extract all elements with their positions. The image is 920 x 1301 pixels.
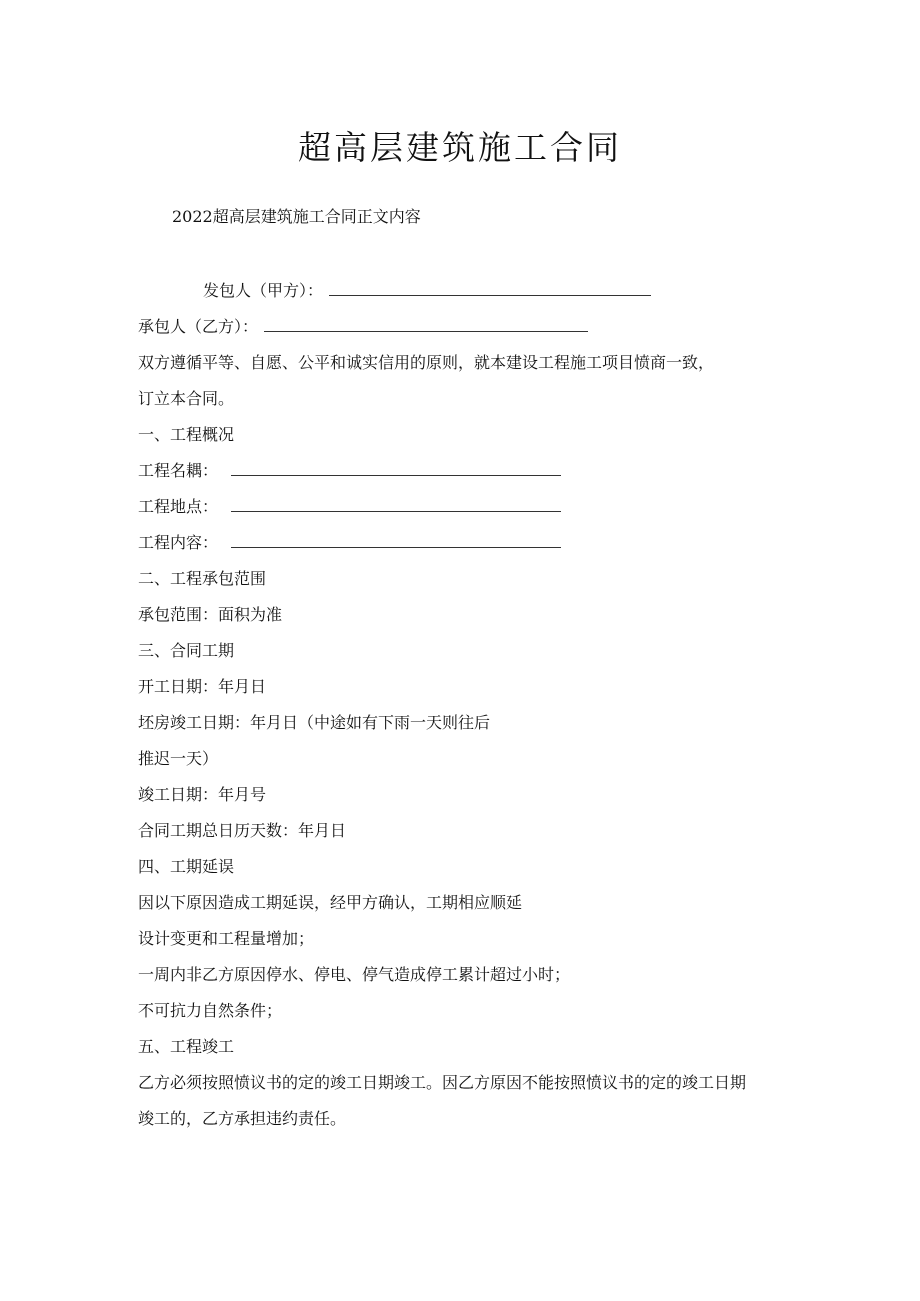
preamble-line-1: 双方遵循平等、自愿、公平和诚实信用的原则，就本建设工程施工项目愤商一致， bbox=[138, 353, 715, 372]
start-date-line: 开工日期：年月日 bbox=[138, 677, 267, 696]
section-3-heading: 三、合同工期 bbox=[138, 641, 235, 660]
project-name-label: 工程名耦： bbox=[138, 461, 219, 480]
project-content-label: 工程内容： bbox=[138, 533, 219, 552]
section-5-heading: 五、工程竣工 bbox=[138, 1037, 235, 1056]
rough-completion-line-2: 推迟一天） bbox=[138, 749, 219, 768]
total-days-line: 合同工期总日历天数：年月日 bbox=[138, 821, 347, 840]
party-a-line bbox=[203, 279, 651, 303]
project-name-blank bbox=[231, 459, 561, 476]
section-1-heading: 一、工程概况 bbox=[138, 425, 235, 444]
project-location-blank bbox=[231, 495, 561, 512]
document-subtitle: 2022超高层建筑施工合同正文内容 bbox=[172, 207, 421, 226]
document-title: 超高层建筑施工合同 bbox=[298, 128, 622, 167]
party-a-label: 发包人（甲方）： bbox=[203, 281, 324, 300]
rough-completion-line-1: 坯房竣工日期：年月日（中途如有下雨一天则往后 bbox=[138, 713, 491, 732]
delay-item-3: 不可抗力自然条件； bbox=[138, 1001, 283, 1020]
project-content-blank bbox=[231, 531, 561, 548]
party-a-blank bbox=[329, 279, 651, 296]
delay-item-2: 一周内非乙方原因停水、停电、停气造成停工累计超过小时； bbox=[138, 965, 571, 984]
party-b-label: 承包人（乙方）： bbox=[138, 317, 259, 336]
project-name-line bbox=[138, 459, 561, 483]
delay-intro-line: 因以下原因造成工期延误，经甲方确认，工期相应顺延 bbox=[138, 893, 523, 912]
completion-text-line-1: 乙方必须按照愤议书的定的竣工日期竣工。因乙方原因不能按照愤议书的定的竣工日期 bbox=[138, 1073, 747, 1092]
delay-item-1: 设计变更和工程量增加； bbox=[138, 929, 315, 948]
scope-text: 承包范围：面积为准 bbox=[138, 605, 283, 624]
project-location-line bbox=[138, 495, 561, 519]
completion-text-line-2: 竣工的，乙方承担违约责任。 bbox=[138, 1109, 347, 1128]
section-2-heading: 二、工程承包范围 bbox=[138, 569, 267, 588]
completion-date-line: 竣工日期：年月号 bbox=[138, 785, 267, 804]
party-b-line bbox=[138, 315, 588, 339]
party-b-blank bbox=[264, 315, 588, 332]
preamble-line-2: 订立本合同。 bbox=[138, 389, 235, 408]
project-content-line bbox=[138, 531, 561, 555]
project-location-label: 工程地点： bbox=[138, 497, 219, 516]
section-4-heading: 四、工期延误 bbox=[138, 857, 235, 876]
